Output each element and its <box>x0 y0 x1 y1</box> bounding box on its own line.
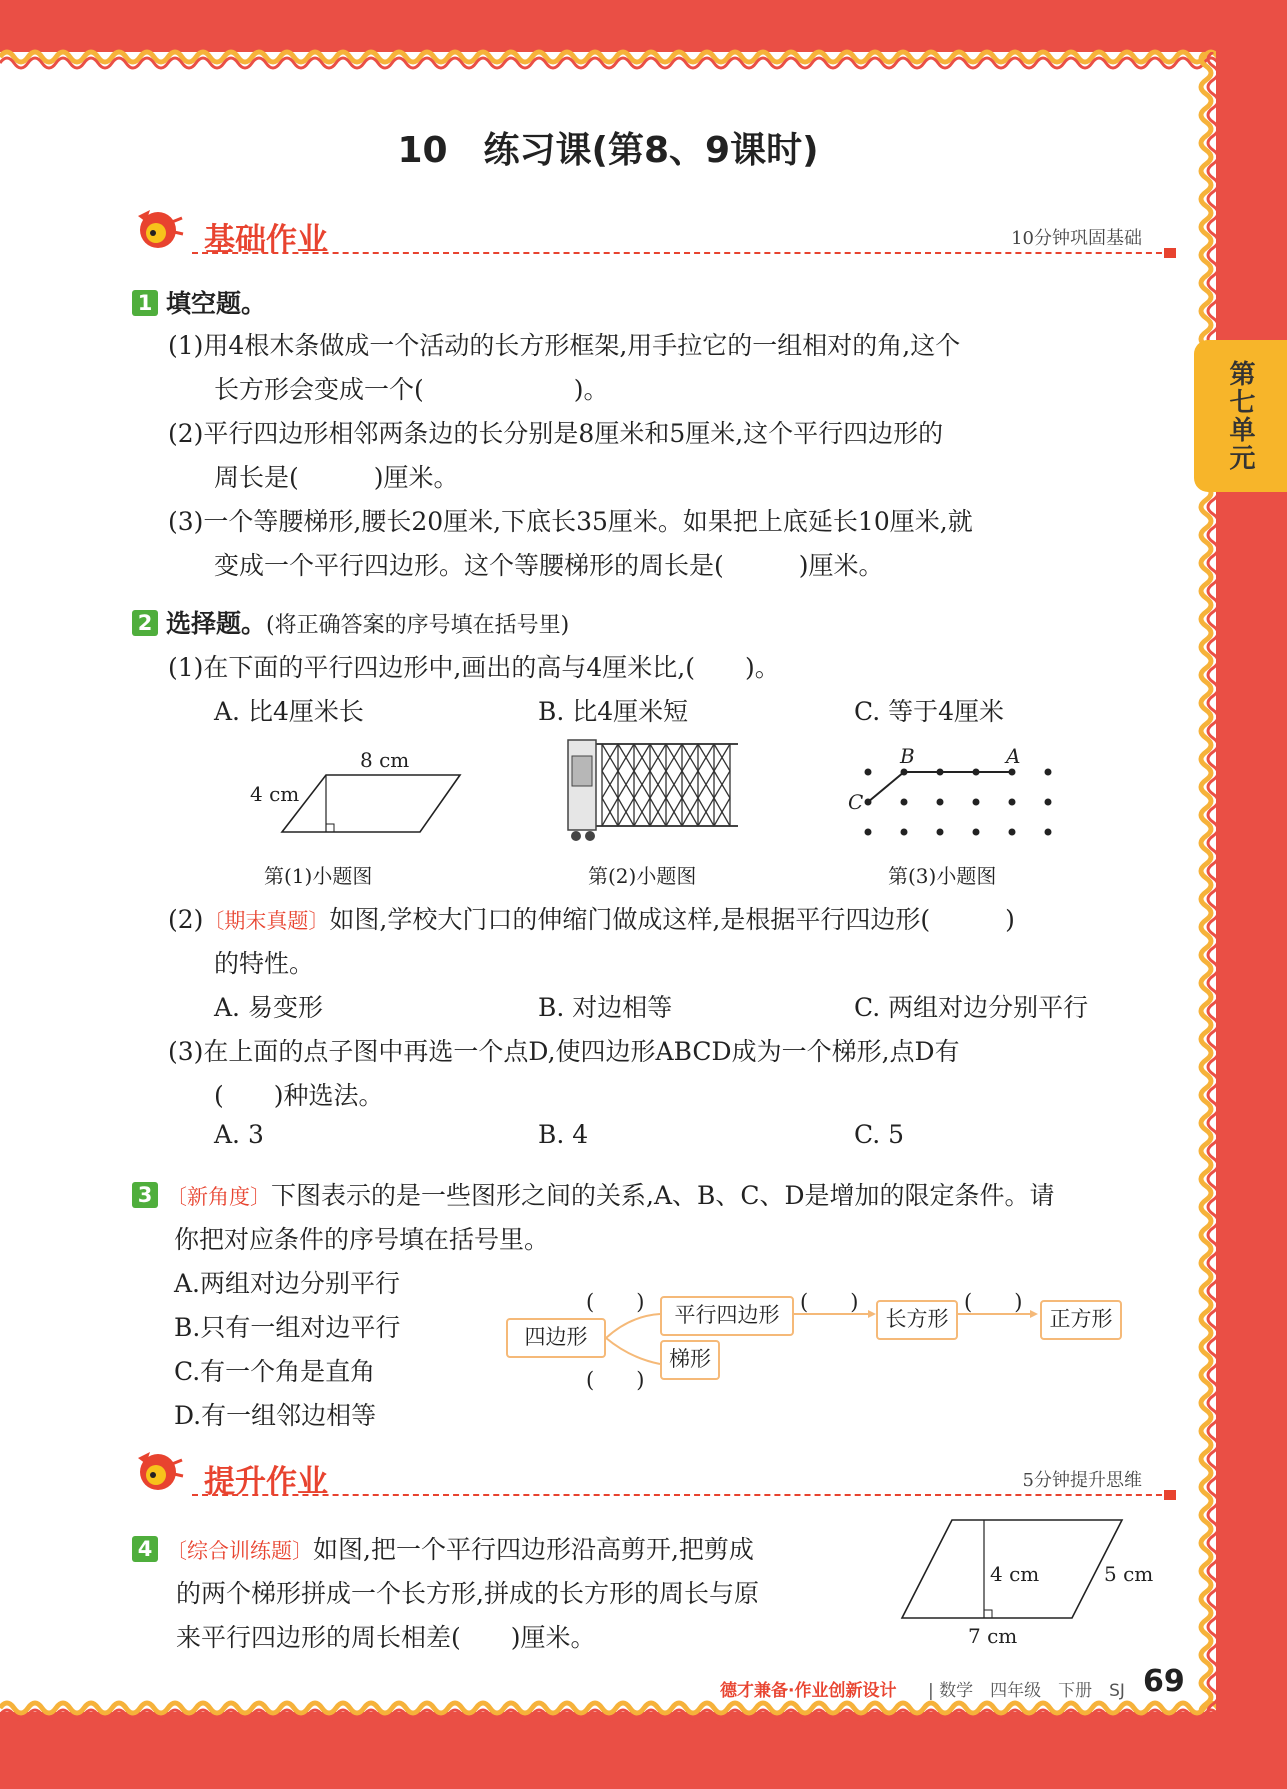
q4-number-badge: 4 <box>132 1536 158 1562</box>
page-number: 69 <box>1143 1664 1185 1699</box>
q3-condition-b: B.只有一组对边平行 <box>174 1313 401 1342</box>
q3-condition-a: A.两组对边分别平行 <box>174 1269 401 1298</box>
q2-sub3-option-a: A. 3 <box>214 1120 264 1149</box>
unit-tab[interactable] <box>1194 340 1287 492</box>
q3-tag: 〔新角度〕 <box>166 1185 271 1209</box>
footer-brand: 德才兼备·作业创新设计 <box>720 1681 897 1701</box>
q2-sub1: (1)在下面的平行四边形中,画出的高与4厘米比,( )。 <box>168 653 780 682</box>
fig1-top-label: 8 cm <box>360 748 410 772</box>
fig3-label-c: C <box>848 790 864 814</box>
node-parallelogram: 平行四边形 <box>660 1296 794 1336</box>
q3-condition-d: D.有一组邻边相等 <box>174 1401 377 1430</box>
q3-condition-c: C.有一个角是直角 <box>174 1357 376 1386</box>
fig2-caption: 第(2)小题图 <box>588 864 697 888</box>
q2-sub3-line1: (3)在上面的点子图中再选一个点D,使四边形ABCD成为一个梯形,点D有 <box>168 1037 960 1066</box>
fig3-caption: 第(3)小题图 <box>888 864 997 888</box>
q1-line: 长方形会变成一个( )。 <box>214 375 609 404</box>
q2-number-badge: 2 <box>132 610 158 636</box>
q2-sub3-line2: ( )种选法。 <box>214 1081 384 1110</box>
q3-number-badge: 3 <box>132 1182 158 1208</box>
q1-line: (2)平行四边形相邻两条边的长分别是8厘米和5厘米,这个平行四边形的 <box>168 419 944 448</box>
q2-sub1-option-c: C. 等于4厘米 <box>854 697 1005 726</box>
section-basic-header <box>132 208 1172 258</box>
q4-line3: 来平行四边形的周长相差( )厘米。 <box>176 1623 596 1652</box>
q2-sub2-option-c: C. 两组对边分别平行 <box>854 993 1089 1022</box>
q1-line: (3)一个等腰梯形,腰长20厘米,下底长35厘米。如果把上底延长10厘米,就 <box>168 507 973 536</box>
q4-tag: 〔综合训练题〕 <box>166 1539 313 1563</box>
fig1-side-label: 4 cm <box>250 782 300 806</box>
section-advanced-label: 提升作业 <box>204 1464 328 1500</box>
q1-number-badge: 1 <box>132 290 158 316</box>
q3-line1: 下图表示的是一些图形之间的关系,A、B、C、D是增加的限定条件。请 <box>271 1181 1055 1210</box>
q2-title-note: (将正确答案的序号填在括号里) <box>266 613 570 638</box>
q2-sub1-option-b: B. 比4厘米短 <box>538 697 689 726</box>
q2-sub2-option-a: A. 易变形 <box>214 993 323 1022</box>
q2-sub3-option-c: C. 5 <box>854 1120 905 1149</box>
section-advanced-subtitle: 5分钟提升思维 <box>1022 1470 1142 1491</box>
node-rectangle: 长方形 <box>876 1300 958 1340</box>
flag-mascot-icon <box>132 1450 184 1500</box>
q2-sub2-text2: 的特性。 <box>214 949 315 978</box>
q2-sub3-option-b: B. 4 <box>538 1120 589 1149</box>
q4-line1: 如图,把一个平行四边形沿高剪开,把剪成 <box>313 1535 754 1564</box>
q4-heading <box>132 1530 754 1566</box>
q1-line: (1)用4根木条做成一个活动的长方形框架,用手拉它的一组相对的角,这个 <box>168 331 961 360</box>
node-quadrilateral: 四边形 <box>506 1318 606 1358</box>
blank-paren[interactable]: ( ) <box>964 1290 1023 1314</box>
q3-heading <box>132 1176 1055 1212</box>
dot-grid-figure <box>846 740 1056 840</box>
fig3-label-a: A <box>1006 744 1021 768</box>
wavy-border-top <box>0 44 1216 70</box>
retractable-gate-figure <box>566 736 742 844</box>
page-title: 10 练习课(第8、9课时) <box>397 130 819 171</box>
unit-tab-label: 第七单元 <box>1225 360 1255 472</box>
q2-title: 选择题。 <box>166 609 267 638</box>
footer-info: | 数学 四年级 下册 SJ <box>928 1681 1125 1701</box>
q4-line2: 的两个梯形拼成一个长方形,拼成的长方形的周长与原 <box>176 1579 759 1608</box>
section-advanced-divider <box>192 1494 1172 1496</box>
fig4-side-label: 5 cm <box>1104 1562 1154 1586</box>
fig4-height-label: 4 cm <box>990 1562 1040 1586</box>
q2-heading <box>132 604 569 640</box>
fig1-caption: 第(1)小题图 <box>264 864 373 888</box>
wavy-border-bottom <box>0 1700 1216 1726</box>
q1-line: 周长是( )厘米。 <box>214 463 459 492</box>
blank-paren[interactable]: ( ) <box>586 1290 645 1314</box>
wavy-border-right <box>1198 52 1224 1712</box>
blank-paren[interactable]: ( ) <box>800 1290 859 1314</box>
q3-line2: 你把对应条件的序号填在括号里。 <box>174 1225 550 1254</box>
section-basic-divider <box>192 252 1172 254</box>
section-basic-subtitle: 10分钟巩固基础 <box>1011 228 1142 249</box>
q1-line: 变成一个平行四边形。这个等腰梯形的周长是( )厘米。 <box>214 551 884 580</box>
q2-sub2-tag: 〔期末真题〕 <box>203 909 330 933</box>
q2-sub2 <box>168 900 1015 936</box>
q2-sub2-option-b: B. 对边相等 <box>538 993 673 1022</box>
blank-paren[interactable]: ( ) <box>586 1368 645 1392</box>
q2-sub2-prefix: (2) <box>168 905 204 934</box>
section-advanced-header <box>132 1450 1172 1500</box>
q2-sub2-text: 如图,学校大门口的伸缩门做成这样,是根据平行四边形( ) <box>329 905 1015 934</box>
fig3-label-b: B <box>900 744 915 768</box>
node-trapezoid: 梯形 <box>660 1340 720 1380</box>
node-square: 正方形 <box>1040 1300 1122 1340</box>
section-basic-label: 基础作业 <box>204 222 328 258</box>
q1-heading <box>132 284 266 320</box>
q1-title: 填空题。 <box>166 289 267 318</box>
flag-mascot-icon <box>132 208 184 258</box>
q2-sub1-option-a: A. 比4厘米长 <box>214 697 364 726</box>
fig4-base-label: 7 cm <box>968 1624 1018 1648</box>
